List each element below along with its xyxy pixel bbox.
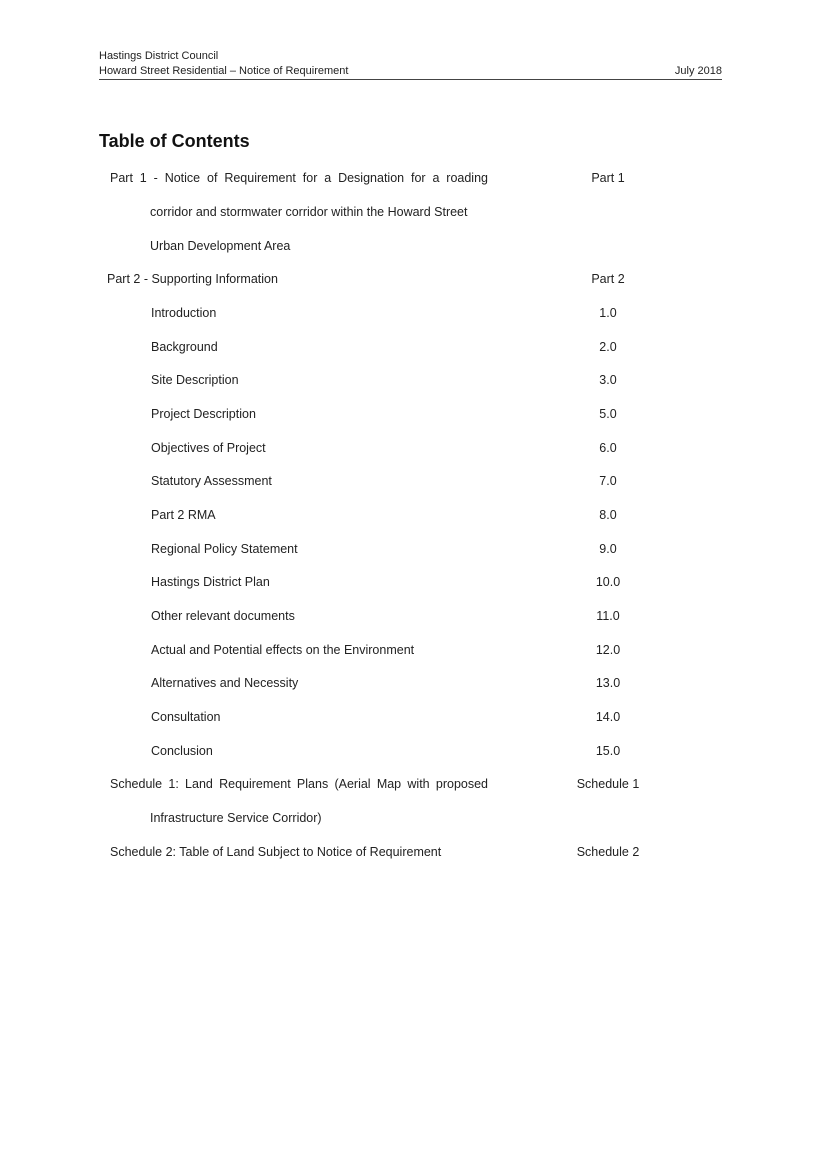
toc-entry-part2: Part 2 - Supporting Information: [107, 272, 278, 286]
toc-section-ref: 8.0: [599, 508, 617, 522]
header-organization: Hastings District Council: [99, 50, 219, 62]
toc-section-ref: 6.0: [599, 441, 617, 455]
toc-entry-part1-line2: corridor and stormwater corridor within the Howard Street: [150, 205, 468, 219]
toc-section-label: Hastings District Plan: [151, 575, 270, 589]
toc-section-ref: 13.0: [595, 676, 621, 690]
toc-section-ref: 15.0: [595, 744, 621, 758]
toc-ref-schedule2: Schedule 2: [576, 845, 640, 859]
toc-section-ref: 5.0: [599, 407, 617, 421]
toc-entry-part1-line1: Part 1 - Notice of Requirement for a Designation for a roading: [110, 171, 488, 185]
toc-section-label: Introduction: [151, 306, 217, 320]
toc-section-label: Part 2 RMA: [151, 508, 216, 522]
toc-section-label: Actual and Potential effects on the Environment: [151, 643, 415, 657]
toc-section-ref: 9.0: [599, 542, 617, 556]
toc-section-label: Background: [151, 340, 218, 354]
toc-section-label: Objectives of Project: [151, 441, 266, 455]
toc-section-ref: 2.0: [599, 340, 617, 354]
toc-entry-schedule1-line1: Schedule 1: Land Requirement Plans (Aerial Map with proposed: [110, 777, 488, 791]
toc-section-label: Project Description: [151, 407, 256, 421]
toc-entry-schedule1-line2: Infrastructure Service Corridor): [150, 811, 322, 825]
toc-section-label: Consultation: [151, 710, 221, 724]
toc-section-label: Regional Policy Statement: [151, 542, 298, 556]
toc-section-label: Site Description: [151, 373, 239, 387]
page-title: Table of Contents: [99, 131, 250, 151]
header-document-title: Howard Street Residential – Notice of Requirement: [99, 65, 349, 77]
toc-section-ref: 10.0: [595, 575, 621, 589]
toc-section-label: Conclusion: [151, 744, 213, 758]
toc-entry-schedule2: Schedule 2: Table of Land Subject to Notice of Requirement: [110, 845, 442, 859]
toc-entry-part1-line3: Urban Development Area: [150, 239, 291, 253]
toc-section-ref: 1.0: [599, 306, 617, 320]
toc-section-label: Alternatives and Necessity: [151, 676, 299, 690]
toc-ref-schedule1: Schedule 1: [576, 777, 640, 791]
toc-ref-part1: Part 1: [591, 171, 625, 185]
toc-section-ref: 7.0: [599, 474, 617, 488]
toc-ref-part2: Part 2: [591, 272, 625, 286]
toc-section-ref: 12.0: [595, 643, 621, 657]
toc-section-ref: 11.0: [596, 609, 620, 623]
toc-section-ref: 3.0: [599, 373, 617, 387]
header-date: July 2018: [674, 65, 722, 77]
toc-section-label: Other relevant documents: [151, 609, 295, 623]
toc-section-label: Statutory Assessment: [151, 474, 272, 488]
toc-section-ref: 14.0: [595, 710, 621, 724]
